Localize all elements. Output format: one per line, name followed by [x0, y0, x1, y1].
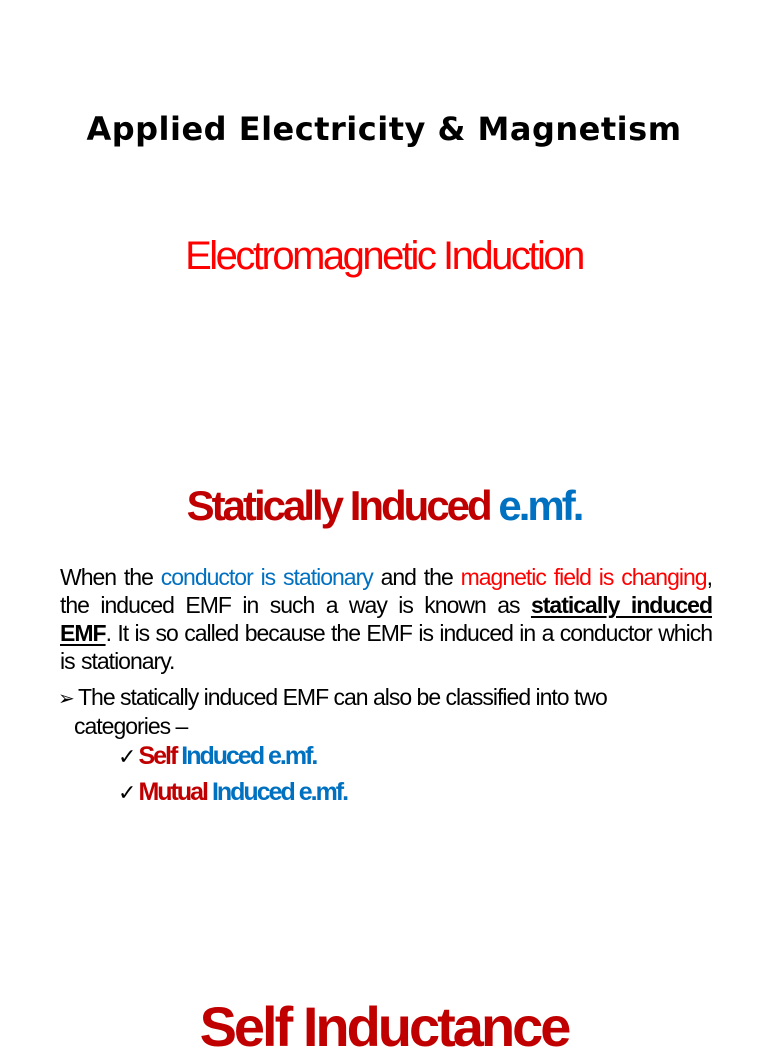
next-slide-title: Self Inductance	[199, 995, 569, 1058]
checklist-item-label-blue: Induced e.mf.	[211, 778, 348, 806]
section-title-part2: e.mf.	[498, 482, 582, 529]
checklist-item-label-red: Mutual	[138, 778, 207, 806]
bullet-text-line1: The statically induced EMF can also be classified into two	[78, 684, 607, 710]
section-title-part1: Statically Induced	[186, 482, 490, 529]
checklist-item-self	[118, 742, 316, 771]
topic-title: Electromagnetic Induction	[185, 234, 583, 278]
checkmark-icon: ✓	[118, 745, 137, 770]
section-title	[0, 482, 768, 530]
bullet-text-line2: categories –	[74, 713, 188, 739]
checkmark-icon: ✓	[118, 781, 137, 806]
paragraph-highlight-blue: conductor is stationary	[160, 564, 373, 590]
paragraph-text-2: and the	[372, 564, 461, 590]
checklist-item-label-blue: Induced e.mf.	[181, 742, 317, 770]
paragraph-highlight-red: magnetic field is changing	[460, 564, 707, 590]
bullet-arrow-icon: ➢	[58, 686, 74, 710]
checklist-item-mutual	[118, 778, 347, 807]
definition-paragraph	[60, 563, 712, 675]
paragraph-text-4: . It is so called because the EMF is induced in a conductor which is stationary.	[60, 620, 712, 674]
paragraph-term: statically induced EMF	[60, 592, 712, 646]
paragraph-text-1: When the	[60, 564, 161, 590]
paragraph-text-3: , the induced EMF in such a way is known as	[60, 564, 712, 618]
course-title: Applied Electricity & Magnetism	[86, 110, 682, 148]
checklist-item-label-red: Self	[138, 742, 177, 770]
bullet-point	[58, 683, 712, 740]
